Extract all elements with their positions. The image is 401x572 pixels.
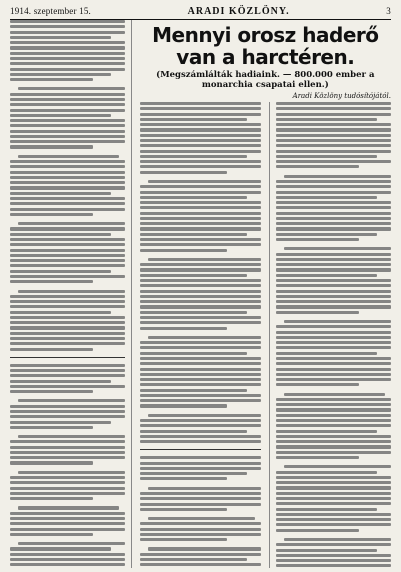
illegible-text-line [148, 517, 255, 520]
illegible-text-line [276, 227, 391, 230]
illegible-text-line [10, 476, 125, 479]
illegible-text-line [10, 270, 111, 273]
illegible-text-line [18, 155, 119, 158]
illegible-text-line [10, 93, 125, 96]
illegible-text-line [284, 393, 385, 396]
illegible-text-line [276, 180, 391, 183]
illegible-text-line [10, 342, 125, 345]
illegible-text-line [276, 212, 391, 215]
illegible-text-line [140, 227, 262, 230]
illegible-text-line [276, 554, 391, 557]
illegible-text-line [140, 107, 262, 110]
illegible-text-line [10, 259, 125, 262]
illegible-text-line [10, 390, 93, 393]
illegible-text-line [284, 465, 391, 468]
illegible-text-line [140, 290, 262, 293]
illegible-text-line [140, 185, 262, 188]
illegible-text-line [140, 217, 262, 220]
illegible-text-line [276, 150, 391, 153]
illegible-text-line [276, 263, 391, 266]
illegible-text-line [10, 186, 125, 189]
illegible-text-line [10, 160, 125, 163]
illegible-text-line [140, 399, 262, 402]
illegible-text-line [10, 62, 125, 65]
illegible-text-line [10, 192, 111, 195]
illegible-text-line [140, 222, 262, 225]
illegible-text-line [140, 383, 262, 386]
illegible-text-line [276, 549, 377, 552]
illegible-text-line [10, 78, 93, 81]
illegible-text-line [140, 341, 262, 344]
illegible-text-line [140, 123, 262, 126]
illegible-text-line [10, 364, 125, 367]
illegible-text-line [276, 476, 391, 479]
illegible-text-line [140, 160, 262, 163]
illegible-text-line [140, 311, 247, 314]
illegible-text-line [140, 346, 262, 349]
illegible-text-line [284, 175, 391, 178]
masthead [10, 6, 391, 20]
illegible-text-line [276, 155, 377, 158]
illegible-text-line [10, 114, 111, 117]
illegible-text-line [140, 196, 247, 199]
illegible-text-line [276, 408, 391, 411]
illegible-text-line [18, 435, 125, 438]
illegible-text-line [276, 373, 391, 376]
illegible-text-line [140, 139, 262, 142]
illegible-text-line [148, 180, 262, 183]
illegible-text-line [140, 553, 262, 556]
illegible-text-line [140, 300, 262, 303]
illegible-text-line [10, 31, 125, 34]
illegible-text-line [10, 238, 125, 241]
illegible-text-line [276, 543, 391, 546]
right-column [269, 102, 391, 568]
illegible-text-line [10, 492, 125, 495]
illegible-text-line [10, 405, 125, 408]
illegible-text-line [276, 305, 391, 308]
illegible-text-line [148, 258, 262, 261]
section-divider [140, 449, 262, 450]
illegible-text-line [140, 249, 228, 252]
article-deck: (Megszámlálták hadiaink. — 800.000 ember a monarchia csapatai ellen.) [156, 70, 375, 90]
illegible-text-line [276, 253, 391, 256]
illegible-text-line [284, 247, 391, 250]
illegible-text-line [140, 102, 262, 105]
illegible-text-line [276, 118, 377, 121]
illegible-text-line [10, 522, 125, 525]
illegible-text-line [10, 481, 125, 484]
illegible-text-line [10, 547, 111, 550]
illegible-text-line [276, 518, 391, 521]
illegible-text-line [10, 348, 93, 351]
illegible-text-line [276, 325, 391, 328]
illegible-text-line [140, 128, 262, 131]
article-headline: Mennyi orosz haderő van a harctéren. [152, 23, 379, 69]
illegible-text-line [276, 456, 359, 459]
illegible-text-line [276, 403, 391, 406]
illegible-text-line [276, 497, 391, 500]
left-column [10, 20, 132, 568]
illegible-text-line [148, 547, 262, 550]
illegible-text-line [10, 36, 111, 39]
masthead-date: 1914. szeptember 15. [10, 6, 91, 16]
illegible-text-line [140, 492, 262, 495]
illegible-text-line [140, 191, 262, 194]
headline-block [140, 20, 391, 102]
illegible-text-line [10, 57, 125, 60]
illegible-text-line [18, 542, 125, 545]
illegible-text-line [10, 243, 125, 246]
illegible-text-line [148, 336, 262, 339]
illegible-text-line [276, 341, 391, 344]
illegible-text-line [10, 264, 125, 267]
illegible-text-line [10, 369, 125, 372]
illegible-text-line [276, 492, 391, 495]
illegible-text-line [10, 553, 125, 556]
illegible-text-line [140, 201, 262, 204]
illegible-text-line [276, 419, 391, 422]
illegible-text-line [140, 295, 262, 298]
illegible-text-line [276, 357, 391, 360]
illegible-text-line [10, 316, 125, 319]
illegible-text-line [10, 305, 125, 308]
illegible-text-line [10, 140, 125, 143]
illegible-text-line [276, 440, 391, 443]
illegible-text-line [10, 124, 125, 127]
section-divider [10, 357, 125, 358]
illegible-text-line [276, 279, 391, 282]
illegible-text-line [10, 300, 125, 303]
illegible-text-line [276, 523, 391, 526]
masthead-page-number: 3 [386, 6, 391, 16]
illegible-text-line [10, 440, 125, 443]
illegible-text-line [276, 331, 391, 334]
illegible-text-line [276, 274, 377, 277]
illegible-text-line [276, 336, 391, 339]
illegible-text-line [18, 506, 119, 509]
illegible-text-line [140, 268, 262, 271]
illegible-text-line [276, 311, 359, 314]
illegible-text-line [10, 52, 125, 55]
illegible-text-line [140, 327, 228, 330]
illegible-text-line [10, 451, 125, 454]
illegible-text-line [140, 503, 262, 506]
illegible-text-line [10, 233, 111, 236]
illegible-text-line [10, 46, 125, 49]
illegible-text-line [10, 497, 93, 500]
illegible-text-line [276, 295, 391, 298]
illegible-text-line [10, 446, 125, 449]
illegible-text-line [10, 563, 125, 566]
illegible-text-line [276, 378, 391, 381]
illegible-text-line [140, 477, 228, 480]
illegible-text-line [276, 352, 377, 355]
illegible-text-line [140, 419, 262, 422]
illegible-text-line [276, 502, 391, 505]
illegible-text-line [10, 130, 125, 133]
illegible-text-line [140, 424, 262, 427]
illegible-text-line [10, 410, 125, 413]
illegible-text-line [18, 399, 125, 402]
illegible-text-line [276, 268, 391, 271]
illegible-text-line [276, 102, 391, 105]
illegible-text-line [140, 274, 247, 277]
illegible-text-line [276, 508, 377, 511]
illegible-text-line [10, 517, 125, 520]
illegible-text-line [140, 508, 228, 511]
illegible-text-line [10, 332, 125, 335]
illegible-text-line [10, 171, 125, 174]
illegible-text-line [140, 394, 262, 397]
illegible-text-line [10, 165, 125, 168]
illegible-text-line [18, 87, 125, 90]
illegible-text-line [276, 424, 391, 427]
illegible-text-line [276, 430, 377, 433]
illegible-text-line [18, 290, 125, 293]
illegible-text-line [140, 305, 262, 308]
illegible-text-line [10, 68, 125, 71]
illegible-text-line [148, 487, 262, 490]
illegible-text-line [10, 415, 125, 418]
illegible-text-line [140, 522, 262, 525]
illegible-text-line [140, 558, 247, 561]
illegible-text-line [276, 290, 391, 293]
illegible-text-line [10, 20, 125, 23]
illegible-text-line [284, 538, 391, 541]
illegible-text-line [10, 528, 125, 531]
illegible-text-line [140, 238, 262, 241]
illegible-text-line [140, 368, 262, 371]
illegible-text-line [276, 128, 391, 131]
illegible-text-line [140, 462, 262, 465]
illegible-text-line [10, 275, 125, 278]
illegible-text-line [140, 206, 262, 209]
illegible-text-line [276, 258, 391, 261]
illegible-text-line [276, 481, 391, 484]
illegible-text-line [140, 373, 262, 376]
illegible-text-line [140, 440, 262, 443]
illegible-text-line [10, 421, 111, 424]
illegible-text-line [140, 233, 247, 236]
illegible-text-line [140, 279, 262, 282]
illegible-text-line [10, 249, 125, 252]
illegible-text-line [140, 538, 228, 541]
illegible-text-line [10, 98, 125, 101]
page-columns [10, 20, 391, 568]
illegible-text-line [276, 564, 391, 567]
illegible-text-line [10, 73, 111, 76]
illegible-text-line [140, 150, 262, 153]
illegible-text-line [10, 512, 125, 515]
illegible-text-line [276, 559, 391, 562]
illegible-text-line [276, 217, 391, 220]
illegible-text-line [276, 368, 391, 371]
illegible-text-line [276, 471, 377, 474]
illegible-text-line [10, 135, 125, 138]
illegible-text-line [10, 426, 93, 429]
illegible-text-line [148, 414, 262, 417]
illegible-text-line [140, 134, 262, 137]
illegible-text-line [140, 357, 262, 360]
illegible-text-line [140, 389, 247, 392]
illegible-text-line [10, 208, 125, 211]
illegible-text-line [10, 145, 93, 148]
illegible-text-line [140, 362, 262, 365]
illegible-text-line [276, 414, 391, 417]
illegible-text-line [140, 171, 228, 174]
illegible-text-line [140, 118, 247, 121]
illegible-text-line [276, 165, 359, 168]
illegible-text-line [140, 404, 228, 407]
illegible-text-line [140, 456, 262, 459]
illegible-text-line [276, 284, 391, 287]
illegible-text-line [276, 486, 391, 489]
illegible-text-line [276, 233, 377, 236]
illegible-text-line [276, 445, 391, 448]
illegible-text-line [140, 113, 262, 116]
illegible-text-line [10, 487, 125, 490]
illegible-text-line [10, 25, 125, 28]
illegible-text-line [10, 295, 125, 298]
illegible-text-line [276, 238, 359, 241]
illegible-text-line [276, 185, 391, 188]
illegible-text-line [140, 467, 262, 470]
illegible-text-line [140, 430, 247, 433]
illegible-text-line [276, 451, 391, 454]
illegible-text-line [276, 160, 391, 163]
illegible-text-line [10, 41, 125, 44]
illegible-text-line [10, 176, 125, 179]
illegible-text-line [10, 321, 125, 324]
illegible-text-line [140, 435, 262, 438]
illegible-text-line [10, 280, 93, 283]
illegible-text-line [276, 398, 391, 401]
illegible-text-line [10, 533, 93, 536]
article-credit: Aradi Közlöny tudósítójától. [292, 92, 391, 100]
illegible-text-line [10, 197, 125, 200]
illegible-text-line [140, 155, 247, 158]
illegible-text-line [140, 497, 262, 500]
illegible-text-line [276, 113, 391, 116]
illegible-text-line [276, 123, 391, 126]
illegible-text-line [140, 263, 262, 266]
illegible-text-line [276, 346, 391, 349]
illegible-text-line [276, 139, 391, 142]
illegible-text-line [18, 471, 125, 474]
masthead-title: ARADI KÖZLÖNY. [187, 6, 290, 17]
illegible-text-line [140, 165, 262, 168]
illegible-text-line [10, 374, 125, 377]
illegible-text-line [10, 103, 125, 106]
illegible-text-line [276, 134, 391, 137]
illegible-text-line [10, 227, 125, 230]
illegible-text-line [276, 196, 377, 199]
illegible-text-line [10, 326, 125, 329]
illegible-text-line [276, 206, 391, 209]
illegible-text-line [10, 461, 93, 464]
illegible-text-line [10, 380, 111, 383]
illegible-text-line [276, 513, 391, 516]
illegible-text-line [140, 563, 262, 566]
illegible-text-line [276, 201, 391, 204]
illegible-text-line [140, 144, 262, 147]
illegible-text-line [140, 212, 262, 215]
illegible-text-line [276, 435, 391, 438]
illegible-text-line [140, 378, 262, 381]
illegible-text-line [10, 456, 125, 459]
illegible-text-line [10, 213, 93, 216]
illegible-text-line [284, 320, 391, 323]
illegible-text-line [10, 202, 125, 205]
illegible-text-line [276, 300, 391, 303]
illegible-text-line [140, 533, 262, 536]
illegible-text-line [140, 316, 262, 319]
illegible-text-line [10, 119, 125, 122]
illegible-text-line [276, 144, 391, 147]
illegible-text-line [10, 254, 125, 257]
paragraph-gap [10, 286, 125, 290]
illegible-text-line [140, 321, 262, 324]
illegible-text-line [140, 528, 262, 531]
illegible-text-line [10, 181, 125, 184]
illegible-text-line [140, 284, 262, 287]
illegible-text-line [18, 222, 125, 225]
illegible-text-line [140, 352, 247, 355]
illegible-text-line [10, 109, 125, 112]
middle-column [140, 102, 262, 568]
illegible-text-line [276, 529, 359, 532]
illegible-text-line [276, 222, 391, 225]
illegible-text-line [276, 107, 391, 110]
illegible-text-line [10, 311, 111, 314]
illegible-text-line [276, 191, 391, 194]
illegible-text-line [10, 558, 125, 561]
illegible-text-line [140, 472, 247, 475]
illegible-text-line [276, 362, 391, 365]
illegible-text-line [276, 383, 359, 386]
illegible-text-line [140, 243, 262, 246]
illegible-text-line [10, 337, 125, 340]
illegible-text-line [10, 385, 125, 388]
